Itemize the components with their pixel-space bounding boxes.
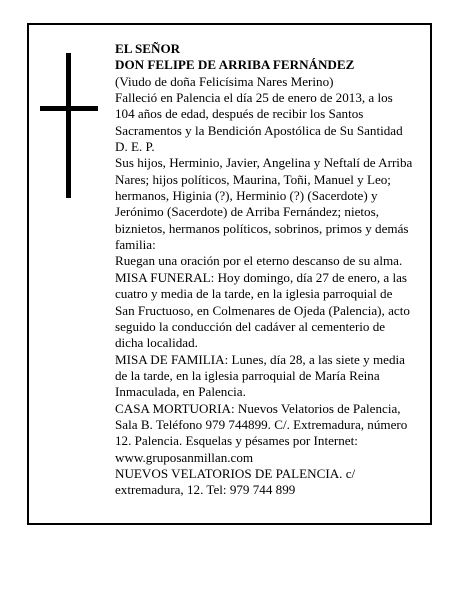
funeral-home: CASA MORTUORIA: Nuevos Velatorios de Palencia, Sala B. Teléfono 979 744899. C/. Extremadura, número 12. Palencia. Esquelas y pésames por Internet: www.gruposanmillan.com xyxy=(115,400,408,465)
cross-icon xyxy=(40,53,98,198)
funeral-mass: MISA FUNERAL: Hoy domingo, día 27 de enero, a las cuatro y media de la tarde, en la iglesia parroquial de San Fructuoso, en Colmenares de Ojeda (Palencia), acto seguido la conducción del cadáver al cementerio de dicha localidad. xyxy=(115,269,410,351)
family-mass: MISA DE FAMILIA: Lunes, día 28, a las siete y media de la tarde, en la iglesia parroquial de María Reina Inmaculada, en Palencia. xyxy=(115,351,405,400)
rip: D. E. P. xyxy=(115,139,155,155)
deceased-name: DON FELIPE DE ARRIBA FERNÁNDEZ xyxy=(115,57,355,73)
widower-note: (Viudo de doña Felicísima Nares Merino) xyxy=(115,73,334,89)
company-info: NUEVOS VELATORIOS DE PALENCIA. c/ extremadura, 12. Tel: 979 744 899 xyxy=(115,465,356,498)
obituary-text xyxy=(115,41,415,499)
obituary-notice xyxy=(27,23,432,525)
title: EL SEÑOR xyxy=(115,41,181,56)
death-details: Falleció en Palencia el día 25 de enero de 2013, a los 104 años de edad, después de recibir los Santos Sacramentos y la Bendición Apostólica de Su Santidad xyxy=(115,90,403,138)
family-list: Sus hijos, Herminio, Javier, Angelina y Neftalí de Arriba Nares; hijos políticos, Maurina, Toñi, Manuel y Leo; hermanos, Higinia (?), Herminio (?) (Sacerdote) y Jerónimo (Sacerdote) de Arriba Fernández; nietos, biznietos, hermanos políticos, sobrinos, primos y demás familia: xyxy=(115,155,413,253)
prayer-request: Ruegan una oración por el eterno descanso de su alma. xyxy=(115,253,403,269)
